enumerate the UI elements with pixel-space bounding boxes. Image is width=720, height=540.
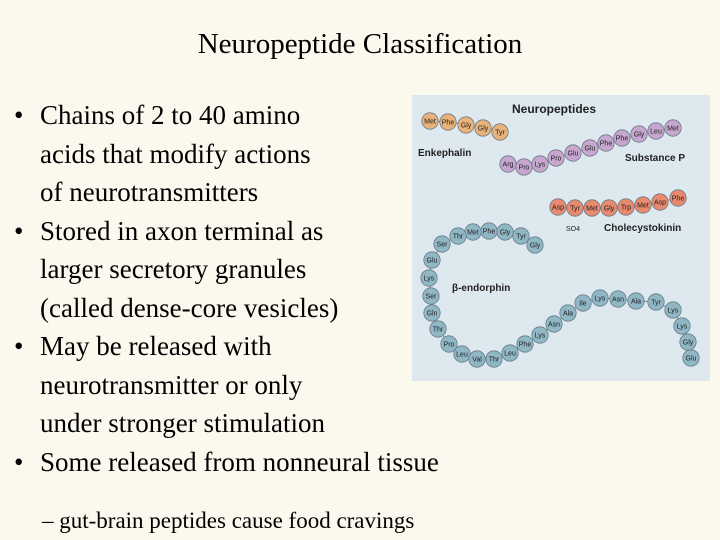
amino-acid-label: Arg (502, 161, 514, 169)
amino-acid-label: Leu (504, 350, 516, 358)
amino-acid-label: Lys (534, 161, 546, 169)
amino-acid-label: Phe (441, 119, 455, 127)
amino-acid-label: Lys (594, 295, 606, 303)
substance-p-label: Substance P (625, 153, 686, 164)
amino-acid-label: Tyr (516, 233, 526, 241)
bullet-marker: • (14, 446, 24, 477)
amino-acid-label: Phe (518, 341, 532, 349)
bullet-text: Some released from nonneural tissue (40, 446, 439, 477)
neuropeptides-figure (412, 95, 710, 381)
amino-acid-label: Glu (584, 145, 596, 153)
amino-acid-label: Met (467, 229, 479, 237)
amino-acid-label: Ser (436, 241, 448, 249)
amino-acid-label: Asp (653, 199, 667, 207)
amino-acid-label: Asn (611, 296, 625, 304)
amino-acid-label: Glu (567, 150, 579, 158)
amino-acid-label: Asn (547, 321, 561, 329)
amino-acid-label: Gly (633, 131, 645, 139)
figure-title: Neuropeptides (512, 102, 597, 116)
amino-acid-label: Phe (482, 228, 496, 236)
amino-acid-label: Trp (620, 204, 632, 212)
amino-acid-label: Glu (426, 257, 438, 265)
amino-acid-label: Leu (456, 351, 468, 359)
amino-acid-label: Met (637, 202, 649, 210)
amino-acid-label: Val (472, 356, 482, 364)
amino-acid-label: Phe (671, 195, 685, 203)
amino-acid-label: Pro (518, 164, 530, 172)
bullet-item (14, 443, 534, 482)
amino-acid-label: Lys (534, 332, 546, 340)
amino-acid-label: Phe (599, 140, 613, 148)
bullet-marker: • (14, 215, 24, 246)
bullet-text: Chains of 2 to 40 amino acids that modify actions of neurotransmitters (40, 100, 311, 207)
beta-endorphin-label: β-endorphin (452, 283, 511, 294)
amino-acid-label: Thr (488, 356, 500, 364)
bullet-text: May be released with neurotransmitter or only under stronger stimulation (40, 331, 325, 438)
amino-acid-label: Phe (615, 135, 629, 143)
amino-acid-label: Tyr (570, 205, 580, 213)
amino-acid-label: Met (424, 118, 436, 126)
amino-acid-label: Gly (529, 242, 541, 250)
amino-acid-label: Lys (423, 275, 435, 283)
bullet-marker: • (14, 100, 24, 130)
amino-acid-label: Thr (452, 233, 464, 241)
amino-acid-label: Gly (499, 229, 511, 237)
sulfate-label: SO4 (566, 226, 581, 233)
amino-acid-label: Gly (603, 205, 615, 213)
amino-acid-label: Leu (650, 128, 662, 136)
amino-acid-label: Pro (550, 155, 562, 163)
slide-title: Neuropeptide Classification (197, 28, 523, 60)
amino-acid-label: Glu (685, 355, 697, 363)
amino-acid-label: Thr (432, 326, 444, 334)
amino-acid-label: Met (667, 125, 679, 133)
amino-acid-label: Ser (425, 293, 437, 301)
amino-acid-label: Gly (460, 122, 472, 130)
amino-acid-label: Lys (676, 323, 688, 331)
amino-acid-label: Tyr (495, 129, 505, 137)
amino-acid-label: Ala (562, 310, 574, 318)
amino-acid-label: Pro (443, 341, 455, 349)
amino-acid-label: Met (586, 205, 598, 213)
amino-acid-label: Gly (682, 339, 694, 347)
amino-acid-label: Ala (630, 298, 642, 306)
amino-acid-label: Gln (426, 310, 438, 318)
amino-acid-label: Tyr (651, 299, 661, 307)
amino-acid-label: Ile (579, 300, 587, 308)
amino-acid-label: Lys (667, 307, 679, 315)
cholecystokinin-label: Cholecystokinin (604, 223, 682, 234)
bullet-marker: • (14, 331, 24, 361)
enkephalin-label: Enkephalin (418, 148, 472, 159)
amino-acid-label: Asp (551, 204, 565, 212)
sub-bullet: – gut-brain peptides cause food cravings (42, 508, 415, 533)
amino-acid-label: Gly (477, 125, 489, 133)
neuropeptides-diagram (412, 95, 710, 381)
bullet-text: Stored in axon terminal as larger secretory granules (called dense-core vesicles) (40, 215, 339, 323)
